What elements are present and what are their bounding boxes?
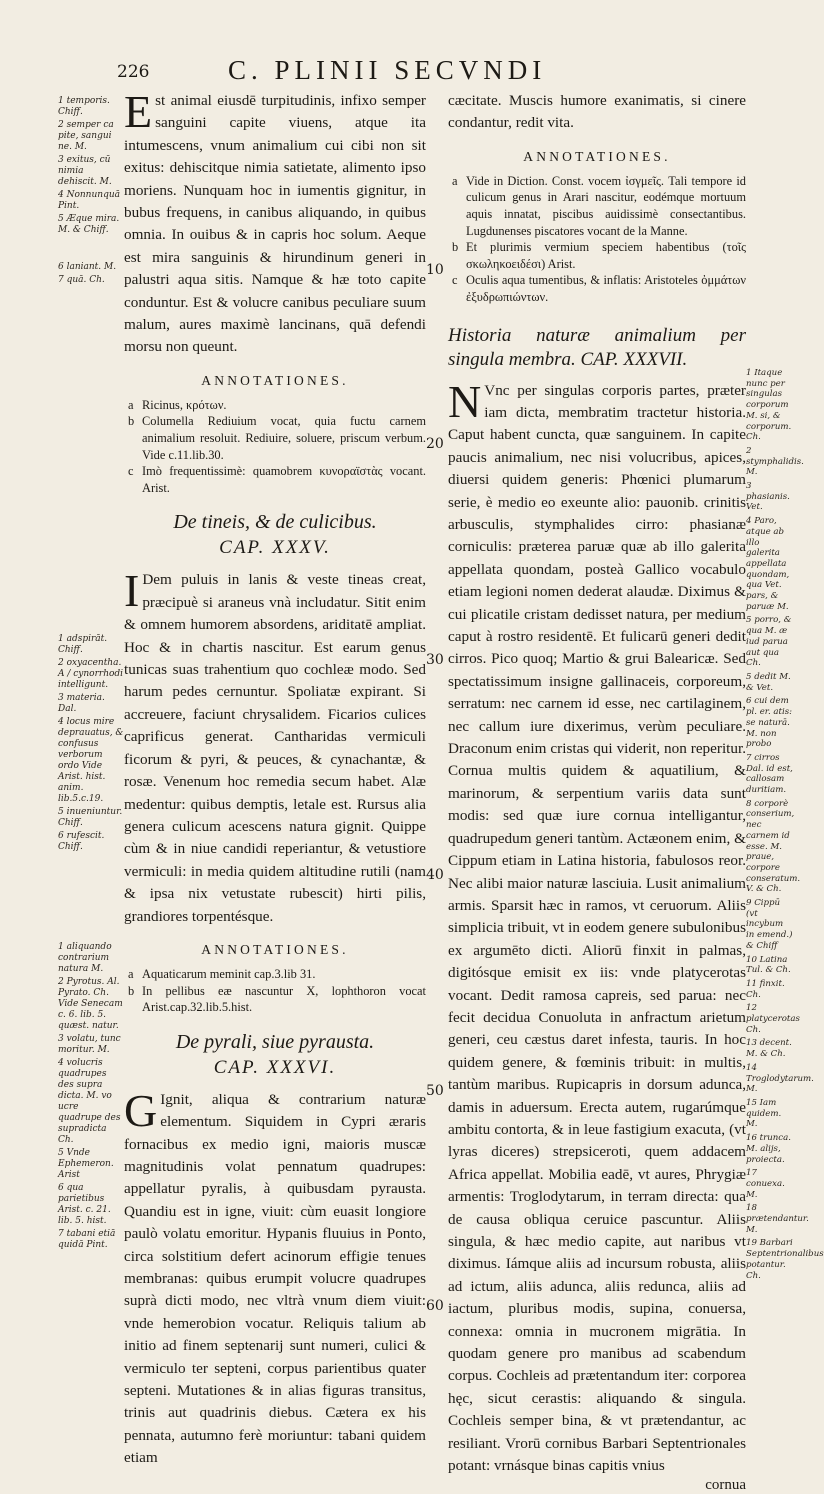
margin-note: 4 locus mire deprauatus, & confusus verborum ordo Vide Arist. hist. anim. lib.5.c.19.	[58, 717, 124, 804]
margin-note: 8 corporè conserium, nec carnem id esse. M. praue, corpore conseratum. V. & Ch.	[746, 798, 801, 895]
annotation-item: a Ricinus, κρότων.	[128, 397, 227, 412]
margin-note: 1 adspirāt. Chiff.	[58, 634, 108, 655]
line-number: 50	[426, 1083, 444, 1099]
margin-note: 16 trunca. M. alijs, proiecta.	[746, 1133, 791, 1165]
right-margin-notes	[746, 368, 824, 1284]
margin-note: 10 Latina Tul. & Ch.	[746, 954, 791, 976]
margin-note: 5 Æque mira. M. & Chiff.	[58, 214, 120, 235]
left-margin-notes-group-3	[58, 942, 124, 1253]
margin-note: 1 Itaque nunc per singulas corporum M. si, & corporum. Ch.	[746, 368, 792, 443]
line-number: 40	[426, 867, 444, 883]
section-paragraph: G Ignit, aliqua & contrarium naturæ elementum. Siquidem in Cypri æraris fornacibus ex medio igni, maioris muscæ magnitudinis volat pennatum quadrupes: appellatur pyralis, à quibusdam pyrausta. Quandiu est in igne, viuit: cùm euasit longiore paulò volatu emoritur. Hypanis fluuius in Ponto, circa solstitium defert acinorum effigie tenues membranas: quibus erumpit volucre quadrupes suprà dicti modo, nec vltrà vnum diem viuit: vnde hemerobion vocatur. Reliquis talium ab initio ad finem septenarij sunt numeri, culici & vermiculo ter septeni, corpus parientibus quater septeni. Mutationes & in alias figuras transitus, trinis aut quadrinis diebus. Cætera ex his pennata, autumno ferè moriuntur: tabani quidem etiam	[124, 1084, 426, 1467]
chapter-number: CAP. XXXV.	[219, 537, 331, 559]
margin-note: 3 exitus, cū nimia dehiscit. M.	[58, 155, 112, 187]
running-head: C. PLINII SECVNDI	[228, 55, 547, 85]
annotation-item: c Imò frequentissimè: quamobrem κυνοραϊστὰς vocant. Arist.	[128, 464, 426, 495]
margin-note: 4 Paro, atque ab illo galerita appellata quondam, qua Vet. pars, & paruæ M.	[746, 516, 790, 612]
left-column	[124, 86, 426, 1470]
margin-note: 2 stymphalidis. M.	[746, 445, 804, 478]
section-title: De tineis, & de culicibus.	[173, 511, 377, 534]
annotation-item: b Columella Rediuium vocat, quia fuctu carnem animalium resoluit. Rediuire, soluere, priscum verbum. Vide c.11.lib.30.	[128, 414, 426, 462]
annotation-item: a Aquaticarum meminit cap.3.lib 31.	[128, 966, 316, 981]
annotation-item: b Et plurimis vermium speciem habentibus (τοῖς σκωληκοειδέσι) Arist.	[452, 240, 746, 271]
margin-note: 6 laniant. M.	[58, 262, 117, 272]
section-title: Historia naturæ animalium per singula membra. CAP. XXXVII.	[448, 324, 746, 370]
margin-note: 13 decent. M. & Ch.	[746, 1038, 792, 1060]
left-margin-notes-group-2	[58, 634, 124, 855]
intro-paragraph: Est animal eiusdē turpitudinis, infixo semper sanguini capite viuens, atque ita intumescens, vnum animalium cui cibi non sit exitus: dehiscitque nimia satietate, alimento ipso moriens. Nunquam hoc in iumentis gignitur, in bubus frequens, in canibus aliquando, in quibus omnia. In ouibus & in capris hoc solum. Aeque est mira sanguinis & hirundinum generi in palustri aqua sitis. Namque & hæ toto capite conduntur. Est & volucre canibus peculiare suum malum, aures maximè lancinans, quā defendi morsu non queunt.	[124, 86, 426, 356]
section-paragraph: I Dem puluis in lanis & veste tineas creat, præcipuè si araneus vnà includatur. Sitit enim & omnem humorem absordens, ariditatē ampliat. Hoc & in chartis nascitur. Est earum genus tunicas suas trahentium quo cochleæ modo. Sed harum pedes cernuntur. Spoliatæ expirant. Si accreuere, faciunt chrysalidem. Ficarios culices caprificus generat. Cantharidas vermiculi ficorum & pyri, & peuces, & cynachantæ, & rosæ. Venenum hoc remedia secum habet. Alæ medentur: quibus demptis, letale est. Rursus alia genera culicum acescens natura gignit. Quippe cùm & in niue candidi reperiantur, & vetustiore vermiculi: in media quidem altitudine rutili (nam & ipsa nix vetustate rubescit) hirti pilis, grandiores torpentésque.	[124, 565, 426, 925]
annotations-heading: ANNOTATIONES.	[201, 372, 349, 388]
page-number: 226	[117, 62, 150, 82]
intro-paragraph: cæcitate. Muscis humore exanimatis, si cinere condantur, redit vita.	[448, 92, 746, 132]
annotations-heading: ANNOTATIONES.	[201, 941, 349, 957]
margin-note: 5 Vnde Ephemeron. Arist	[58, 1148, 114, 1180]
drop-cap: E	[124, 86, 153, 137]
annotations-heading: ANNOTATIONES.	[523, 148, 671, 164]
margin-note: 17 conuexa. M.	[746, 1168, 785, 1200]
annotations-list	[448, 173, 746, 306]
margin-note: 9 Cippū (vt incybum in emend.) & Chiff	[746, 898, 793, 951]
line-number: 60	[426, 1298, 444, 1314]
drop-cap: G	[124, 1084, 158, 1136]
line-number: 20	[426, 436, 444, 452]
margin-note: 12 platycerotas Ch.	[746, 1003, 800, 1035]
drop-cap: N	[448, 375, 482, 427]
margin-note: 1 temporis. Chiff.	[58, 96, 110, 117]
annotations-list	[124, 966, 426, 1016]
margin-note: 15 Iam quidem. M.	[746, 1098, 782, 1130]
section-paragraph: N Vnc per singulas corporis partes, præter iam dicta, membratim tractetur historia. Caput habent cuncta, quæ sanguinem. In capite paucis animalium, nec nisi volucribus, apices, diuersi quidem generis: Phœnici plumarum serie, è medio eo exeunte alio: pauonib. crinitis arbusculis, stymphalides cirro: phasianæ corniculis: præterea paruæ quæ ab illo galerita appellata quondam, posteà Gallico vocabulo etiam legioni nomen dederat alaudæ. Diximus & cui plicatile cristam dedisset natura, per medium caput à rostro residentē. Et fulicarū generi dedit cirros. Pico quoq; Martio & grui Balearicæ. Sed spectatissimum insigne gallinaceis, corporeum, serratum: nec carnem id esse, nec cartilaginem, nec callum iure dixerimus, verùm peculiare. Draconum enim cristas qui viderit, non reperitur. Cornua multis quidem & aquatilium, & marinorum, & serpentium variis data sunt modis: sed quæ iure cornua intelligantur, quadrupedum generi tantùm. Actæonem enim, & Cippum etiam in Latina historia, fabulosos reor. Nec alibi maior naturæ lasciuia. Lusit animalium armis. Sparsit hæc in ramos, vt ceruorum. Aliis simplicia tribuit, vt in eodem genere subulonibus ex argumēto dicti. Aliorū finxit in palmas, digitósque emisit ex iis: vnde platycerotas vocant. Dedit ramosa capreis, sed parua: nec fecit decidua Conuoluta in anfractum arietum generi, ceu cæstus daret infesta, tauris. In hoc quidem genere, & fœminis tribuit: in multis, tantùm maribus. Rupicapris in dorsum adunca, damis in aduersum. Erecta autem, rugarúmque ambitu contorta, & in leue fastigium exacuta, (vt lyras diceres) strepsiceroti, quem addacem Africa appellat. Mobilia eadē, vt aures, Phrygiæ armentis: Troglodytarum, in terram directa: qua de causa obliqua ceruice pascuntur. Aliis singula, & hæc medio capite, aut naribus vt diximus. Iámque aliis ad incursum robusta, aliis ad ictum, aliis adunca, aliis redunca, aliis ad iactum, pluribus modis, supina, conuersa, connexa: omnia in mucronem migrātia. In quodam genere pro manibus ad scabendum corpus. Cochleis ad prætentandum iter: corporea hęc, sicut cerastis: aliquando & singula. Cochleis semper bina, & vt prætendantur, ac resiliant. Vrorū cornibus Barbari Septentrionales potant: vrnásque binas capitis vnius	[448, 375, 746, 1475]
chapter-number: CAP. XXXVI.	[213, 1056, 337, 1078]
catchword: cornua	[705, 1477, 746, 1494]
margin-note: 1 aliquando contrarium natura M.	[58, 942, 112, 974]
line-number: 30	[426, 652, 444, 668]
margin-note: 18 prætendantur. M.	[746, 1203, 809, 1235]
margin-note: 6 rufescit. Chiff.	[58, 831, 105, 852]
margin-note: 7 cirros Dal. id est, callosam duritiam.	[746, 752, 793, 796]
margin-note: 7 tabani etiā quidā Pint.	[58, 1229, 116, 1250]
margin-note: 2 semper ca pite, sangui ne. M.	[58, 120, 114, 152]
margin-note: 19 Barbari Septentrionalibus potantur. Ch.	[746, 1238, 824, 1281]
margin-note: 3 phasianis. Vet.	[746, 481, 790, 513]
right-column	[448, 90, 746, 1494]
margin-note: 7 quā. Ch.	[58, 275, 105, 285]
margin-note: 5 inueniuntur. Chiff.	[58, 807, 123, 828]
margin-note: 4 volucris quadrupes des supra dicta. M. vo ucre quadrupe des supradicta Ch.	[58, 1058, 121, 1145]
annotations-list	[124, 397, 426, 497]
margin-note: 2 Pyrotus. Al. Pyrato. Ch. Vide Senecam c. 6. lib. 5. quæst. natur.	[58, 977, 123, 1031]
margin-note: 6 cui dem pl. er. atis: se naturā. M. non probo	[746, 696, 793, 750]
drop-cap: I	[124, 565, 140, 617]
margin-note: 2 oxyacentha. A / cynorrhodi intelligunt.	[58, 658, 124, 690]
margin-note: 3 materia. Dal.	[58, 693, 105, 714]
annotation-item: b In pellibus eæ nascuntur X, lophthoron vocat Arist.cap.32.lib.5.hist.	[128, 983, 426, 1015]
margin-note: 5 porro, & qua M. æ iud parua aut qua Ch.	[746, 615, 792, 669]
margin-note: 11 finxit. Ch.	[746, 978, 785, 1000]
annotation-item: c Oculis aqua tumentibus, & inflatis: Aristoteles ὀμμάτων ἐξυδρωπιώντων.	[452, 273, 746, 304]
margin-note: 6 qua parietibus Arist. c. 21. lib. 5. hist.	[58, 1183, 111, 1226]
section-title: De pyrali, siue pyrausta.	[175, 1030, 375, 1053]
margin-note: 4 Nonnunquā Pint.	[58, 190, 120, 211]
margin-note: 5 dedit M. & Vet.	[746, 671, 791, 693]
annotation-item: a Vide in Diction. Const. vocem ἰσγμεῖς. Tali tempore id culicum genus in Arari nascitur, eodémque mortuum aquis innatat, piscibus auidissimè consectantibus. Lugdunenses piscatores vocant de la Manne.	[452, 173, 746, 238]
line-number: 10	[426, 262, 444, 278]
margin-note: 14 Troglodytarum. M.	[746, 1062, 814, 1095]
left-margin-notes-group-1	[58, 96, 124, 288]
margin-note: 3 volatu, tunc moritur. M.	[58, 1034, 121, 1055]
